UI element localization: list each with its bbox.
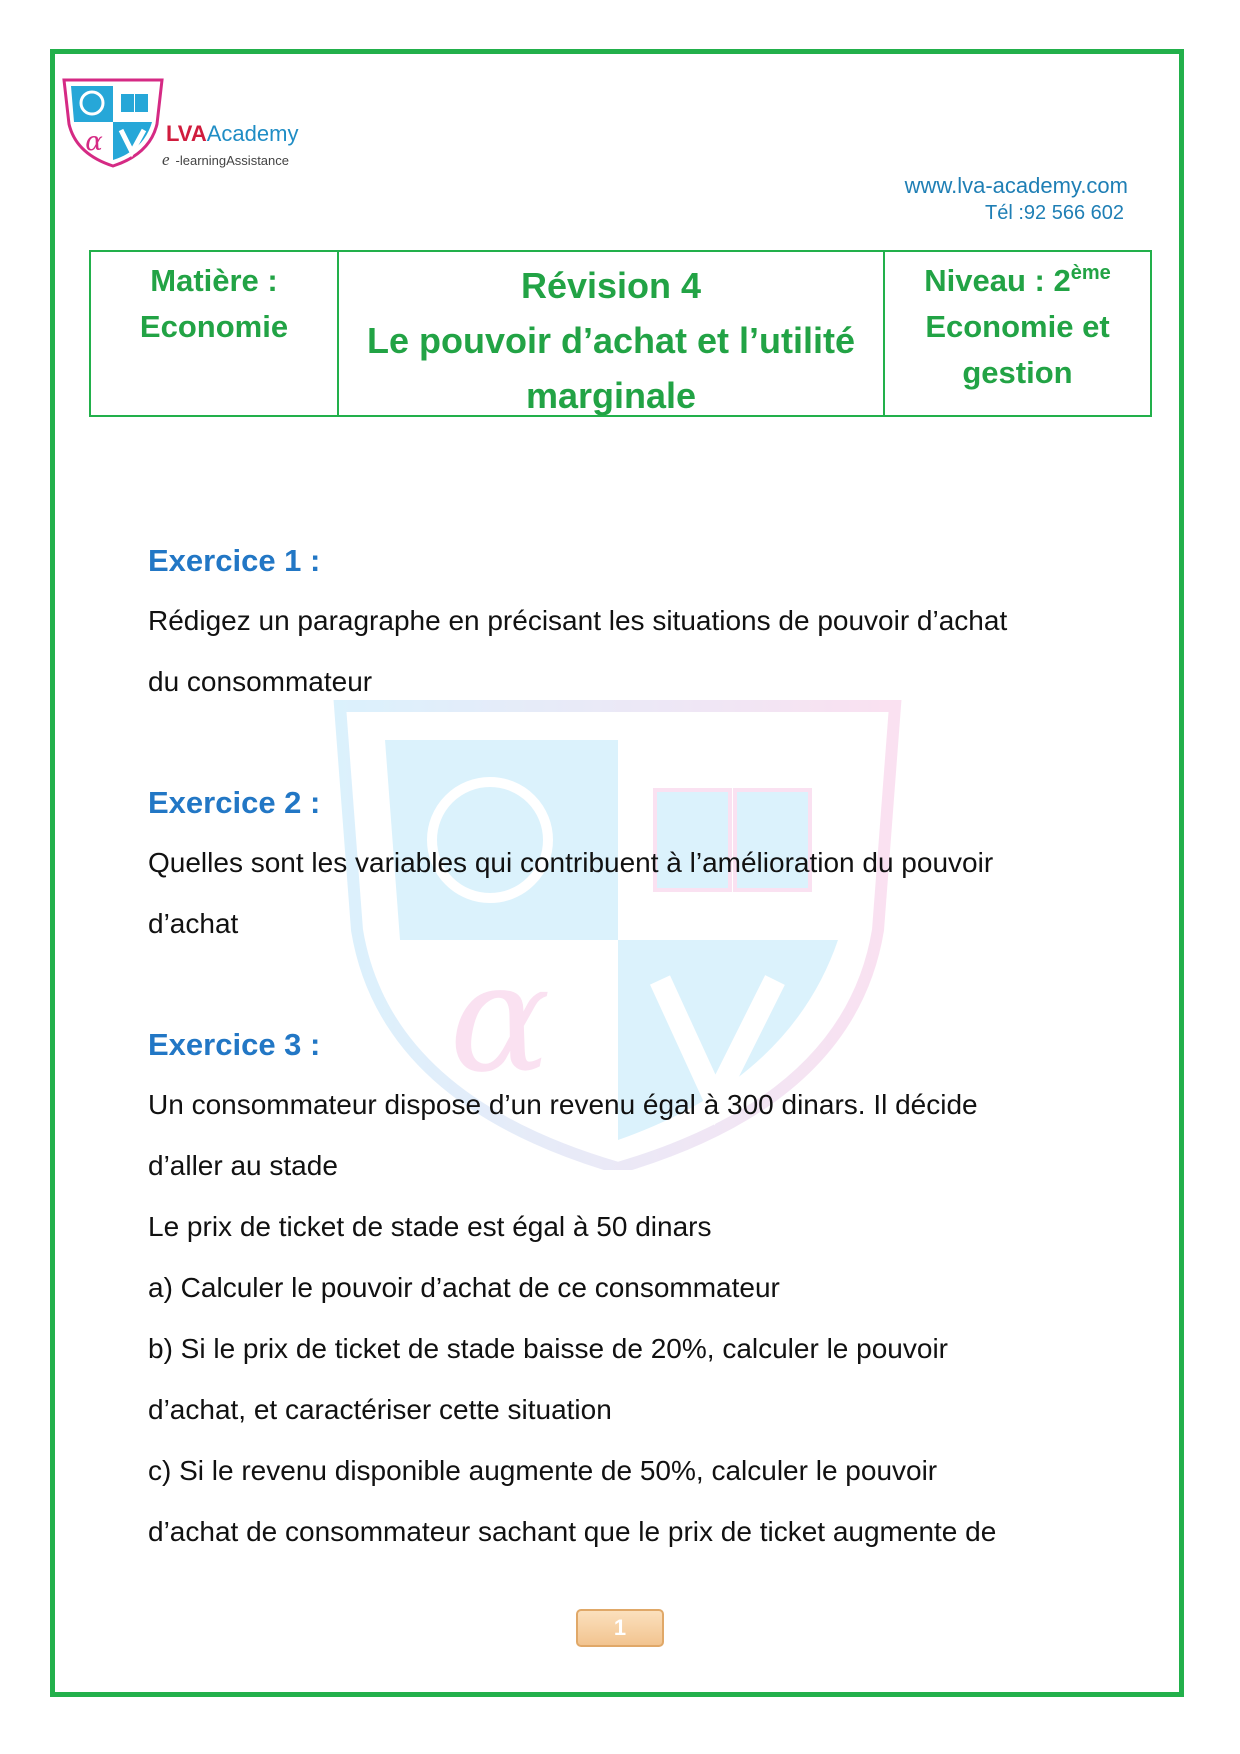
header-info-table <box>89 250 1152 417</box>
level-value-line1: Economie et <box>925 309 1110 344</box>
page-number: 1 <box>576 1609 664 1647</box>
exercise-3-line: Le prix de ticket de stade est égal à 50 dinars <box>148 1211 712 1242</box>
subject-label: Matière : <box>150 263 278 298</box>
svg-text:α: α <box>449 932 551 1106</box>
topic-title-line1: Le pouvoir d’achat et l’utilité <box>366 320 856 361</box>
exercise-3-line: d’achat, et caractériser cette situation <box>148 1394 612 1425</box>
subject-value: Economie <box>139 309 289 344</box>
exercise-1-line: Rédigez un paragraphe en précisant les situations de pouvoir d’achat <box>148 605 1008 636</box>
exercise-3-line: d’achat de consommateur sachant que le prix de ticket augmente de <box>148 1516 997 1547</box>
exercise-3-question-c: c) Si le revenu disponible augmente de 50%, calculer le pouvoir <box>148 1455 938 1486</box>
brand-tagline: e -learningAssistance <box>162 150 289 169</box>
exercise-3-line: d’aller au stade <box>148 1150 338 1181</box>
exercise-2-line: d’achat <box>148 908 239 939</box>
exercise-3-line: Un consommateur dispose d’un revenu égal à 300 dinars. Il décide <box>148 1089 978 1120</box>
title-cell <box>339 252 885 415</box>
exercise-2-title: Exercice 2 : <box>148 785 321 820</box>
level-cell <box>885 252 1150 415</box>
topic-title-line2: marginale <box>525 375 697 416</box>
phone-number: Tél :92 566 602 <box>985 202 1124 224</box>
website-link[interactable]: www.lva-academy.com <box>904 173 1128 198</box>
brand-name: LVAAcademy <box>166 121 299 146</box>
lva-academy-logo <box>58 76 168 168</box>
level-value-line2: gestion <box>962 355 1073 390</box>
exercise-3-question-a: a) Calculer le pouvoir d’achat de ce consommateur <box>148 1272 780 1303</box>
exercise-1-line: du consommateur <box>148 666 373 697</box>
level-label: Niveau : 2ème <box>924 262 1111 298</box>
exercise-3-title: Exercice 3 : <box>148 1027 321 1062</box>
exercise-content <box>148 532 1108 1562</box>
exercise-2-line: Quelles sont les variables qui contribuent à l’amélioration du pouvoir <box>148 847 994 878</box>
subject-cell <box>91 252 339 415</box>
revision-title: Révision 4 <box>520 265 702 306</box>
exercise-3-question-b: b) Si le prix de ticket de stade baisse de 20%, calculer le pouvoir <box>148 1333 948 1364</box>
exercise-1-title: Exercice 1 : <box>148 543 321 578</box>
svg-text:α: α <box>85 127 103 157</box>
